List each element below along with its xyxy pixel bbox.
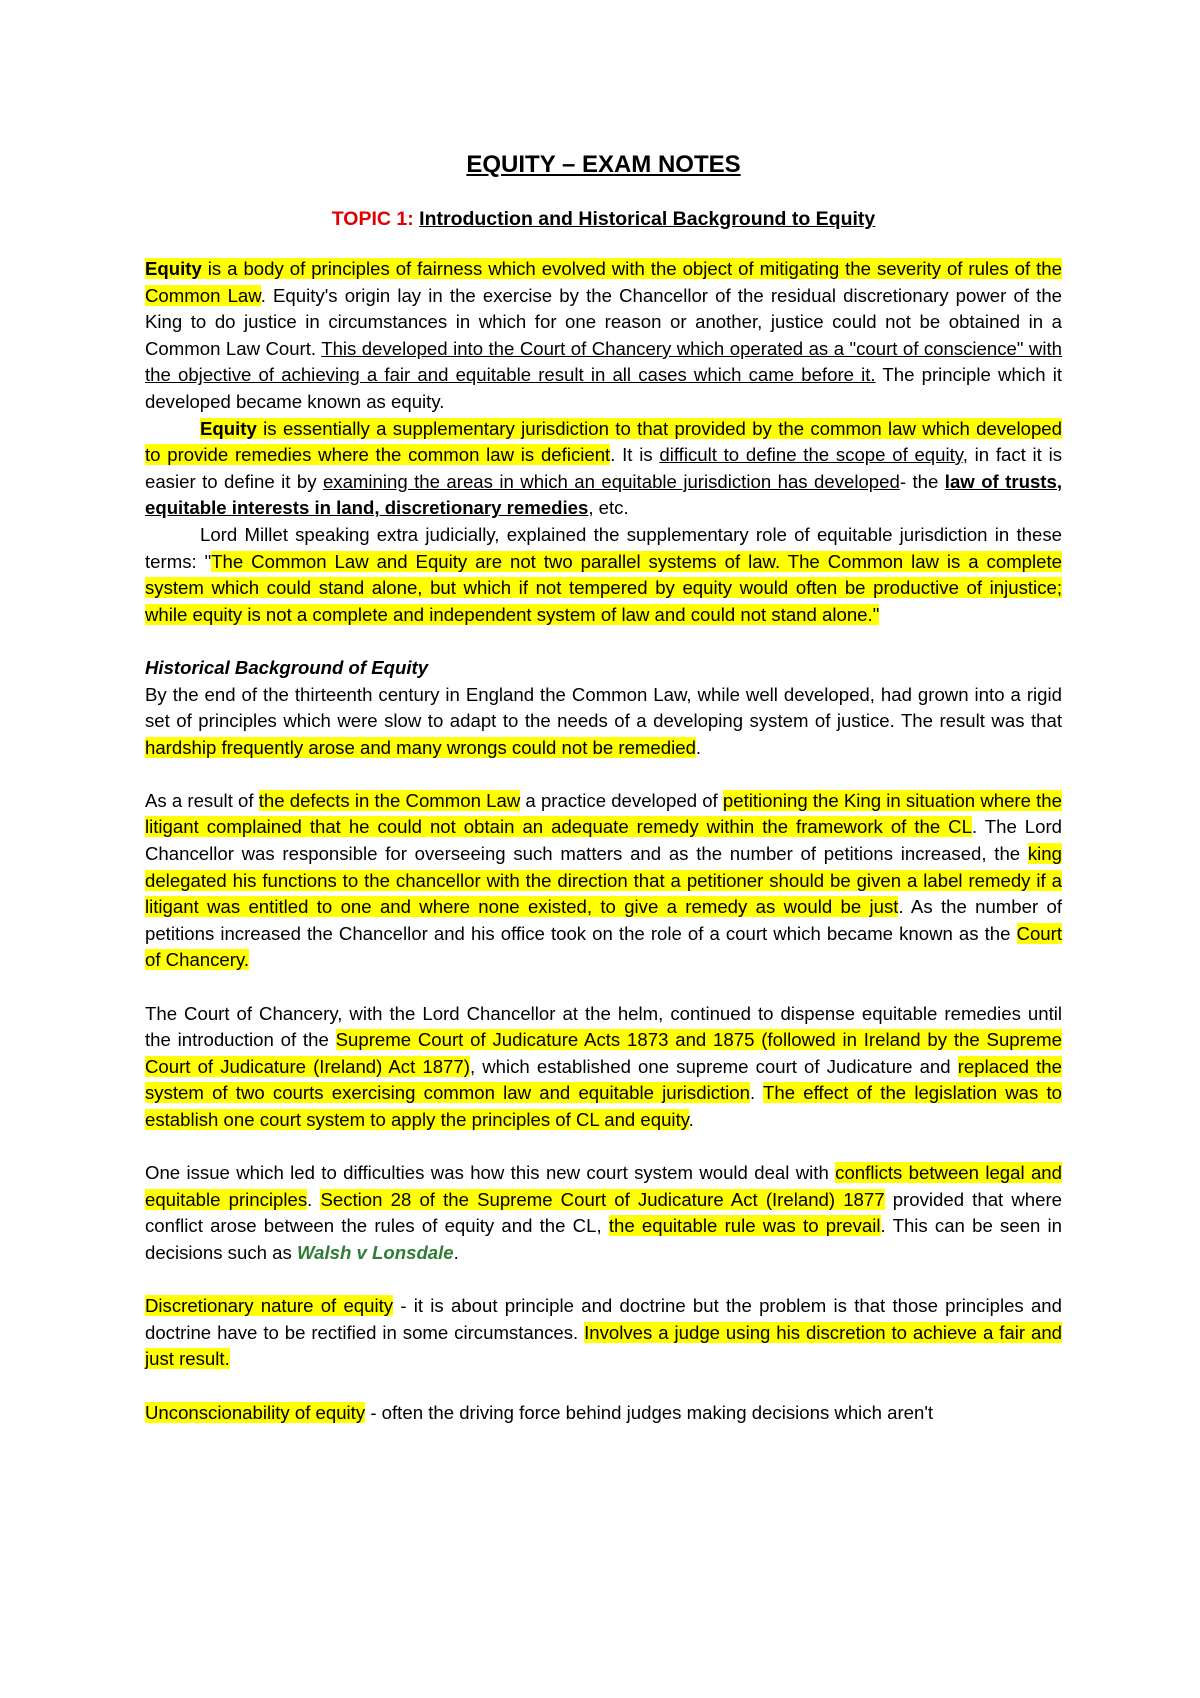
paragraph-thirteenth-century <box>145 682 1062 762</box>
body-text: , which established one supreme court of Judicature and <box>469 1055 958 1077</box>
paragraph-petitioning-king <box>145 788 1062 974</box>
body-text: As a result of <box>145 789 259 811</box>
body-text: . As the number of petitions increased the Chancellor and his office took on the role of a court which became known as the <box>145 896 1063 944</box>
body-text: provided that where conflict arose between the rules of equity and the CL, <box>145 1188 1062 1237</box>
term-equity: Equity <box>145 258 202 279</box>
body-text: The Court of Chancery, with the Lord Chancellor at the helm, continued to dispense equitable remedies until the introduction of the <box>145 1002 1062 1051</box>
highlight-text: Discretionary nature of equity <box>145 1295 394 1317</box>
term-equity: Equity <box>200 417 257 439</box>
body-text: - it is about principle and doctrine but the problem is that those principles and doctrine have to be rectified in some circumstances. <box>145 1295 1062 1343</box>
body-text: . <box>695 736 702 758</box>
underlined-text: difficult to define the scope of equity <box>659 444 963 466</box>
paragraph-discretionary-nature <box>145 1293 1062 1373</box>
underlined-text: examining the areas in which an equitable jurisdiction has developed <box>322 470 900 492</box>
document-title: EQUITY – EXAM NOTES <box>466 151 741 178</box>
paragraph-conflicts <box>145 1160 1062 1266</box>
body-text: , etc. <box>588 497 629 519</box>
body-text: , in fact it is easier to define it by <box>145 444 1062 492</box>
highlight-text: the defects in the Common Law <box>258 789 521 811</box>
highlight-text: king delegated his functions to the chancellor with the direction that a petitioner should be given a label remedy if a litigant was entitled to one and where none existed, to give a remedy as would be just <box>145 843 1062 918</box>
body-text: . <box>453 1241 459 1263</box>
underlined-bold-text: law of trusts, equitable interests in land, discretionary remedies <box>145 470 1063 519</box>
paragraph-unconscionability <box>145 1400 1062 1427</box>
highlight-text: Involves a judge using his discretion to achieve a fair and just result. <box>145 1321 1062 1370</box>
body-text: Lord Millet speaking extra judicially, explained the supplementary role of equitable jurisdiction in these terms: " <box>145 523 1062 572</box>
paragraph-equity-definition <box>145 256 1062 416</box>
document-page <box>145 150 1062 1426</box>
body-text: . <box>307 1188 321 1210</box>
highlight-text: hardship frequently arose and many wrongs could not be remedied <box>145 736 696 758</box>
highlight-text: the equitable rule was to prevail <box>608 1215 881 1237</box>
highlight-text: Supreme Court of Judicature Acts 1873 and 1875 (followed in Ireland by the Supreme Court of Judicature (Ireland) Act 1877) <box>145 1029 1062 1077</box>
heading-historical-background <box>145 655 1062 682</box>
body-text: The principle which it developed became known as equity. <box>145 364 1062 412</box>
body-text: . The Lord Chancellor was responsible for overseeing such matters and as the number of petitions increased, the <box>145 816 1063 865</box>
highlight-text: conflicts between legal and equitable principles <box>145 1162 1062 1210</box>
highlight-text: petitioning the King in situation where the litigant complained that he could not obtain an adequate remedy within the framework of the CL <box>145 789 1062 838</box>
paragraph-supplementary-jurisdiction <box>145 416 1062 522</box>
body-text: . Equity's origin lay in the exercise by the Chancellor of the residual discretionary power of the King to do justice in circumstances in which for one reason or another, justice could not be obtained in a Common Law Court. <box>145 284 1063 359</box>
highlight-text: is a body of principles of fairness which evolved with the object of mitigating the severity of rules of the Common Law <box>145 258 1062 306</box>
topic-heading <box>145 205 1062 233</box>
body-text: a practice developed of <box>520 789 723 811</box>
body-text: . <box>749 1082 764 1104</box>
body-text: - often the driving force behind judges making decisions which aren't <box>365 1401 934 1423</box>
body-text: . This can be seen in decisions such as <box>145 1215 1062 1263</box>
section-heading: Historical Background of Equity <box>145 656 429 678</box>
highlight-text: replaced the system of two courts exercising common law and equitable jurisdiction <box>145 1055 1062 1104</box>
highlight-text: Section 28 of the Supreme Court of Judicature Act (Ireland) 1877 <box>320 1188 885 1210</box>
topic-name: Introduction and Historical Background to Equity <box>419 208 876 230</box>
topic-number: TOPIC 1: <box>331 208 414 230</box>
paragraph-lord-millet <box>145 522 1062 628</box>
body-text: - the <box>899 470 945 492</box>
case-name: Walsh v Lonsdale <box>296 1241 454 1263</box>
highlight-text: Court of Chancery. <box>145 922 1062 971</box>
body-text: . It is <box>610 444 660 466</box>
body-text: . <box>688 1109 694 1130</box>
underlined-text: This developed into the Court of Chancery which operated as a "court of conscience" with the objective of achieving a fair and equitable result in all cases which came before it. <box>145 337 1062 386</box>
body-text: One issue which led to difficulties was how this new court system would deal with <box>145 1162 836 1184</box>
highlight-quote: The Common Law and Equity are not two parallel systems of law. The Common law is a complete system which could stand alone, but which if not tempered by equity would often be productive of injustice; while equity is not a complete and independent system of law and could not stand alone." <box>145 550 1063 625</box>
highlight-text: is essentially a supplementary jurisdiction to that provided by the common law which developed to provide remedies where the common law is deficient <box>145 417 1062 466</box>
highlight-text: The effect of the legislation was to establish one court system to apply the principles of CL and equity <box>145 1082 1062 1130</box>
highlight-text: Unconscionability of equity <box>145 1401 366 1423</box>
body-text: By the end of the thirteenth century in England the Common Law, while well developed, had grown into a rigid set of principles which were slow to adapt to the needs of a developing system of justice. The result was that <box>145 683 1062 732</box>
paragraph-judicature-acts <box>145 1001 1062 1134</box>
